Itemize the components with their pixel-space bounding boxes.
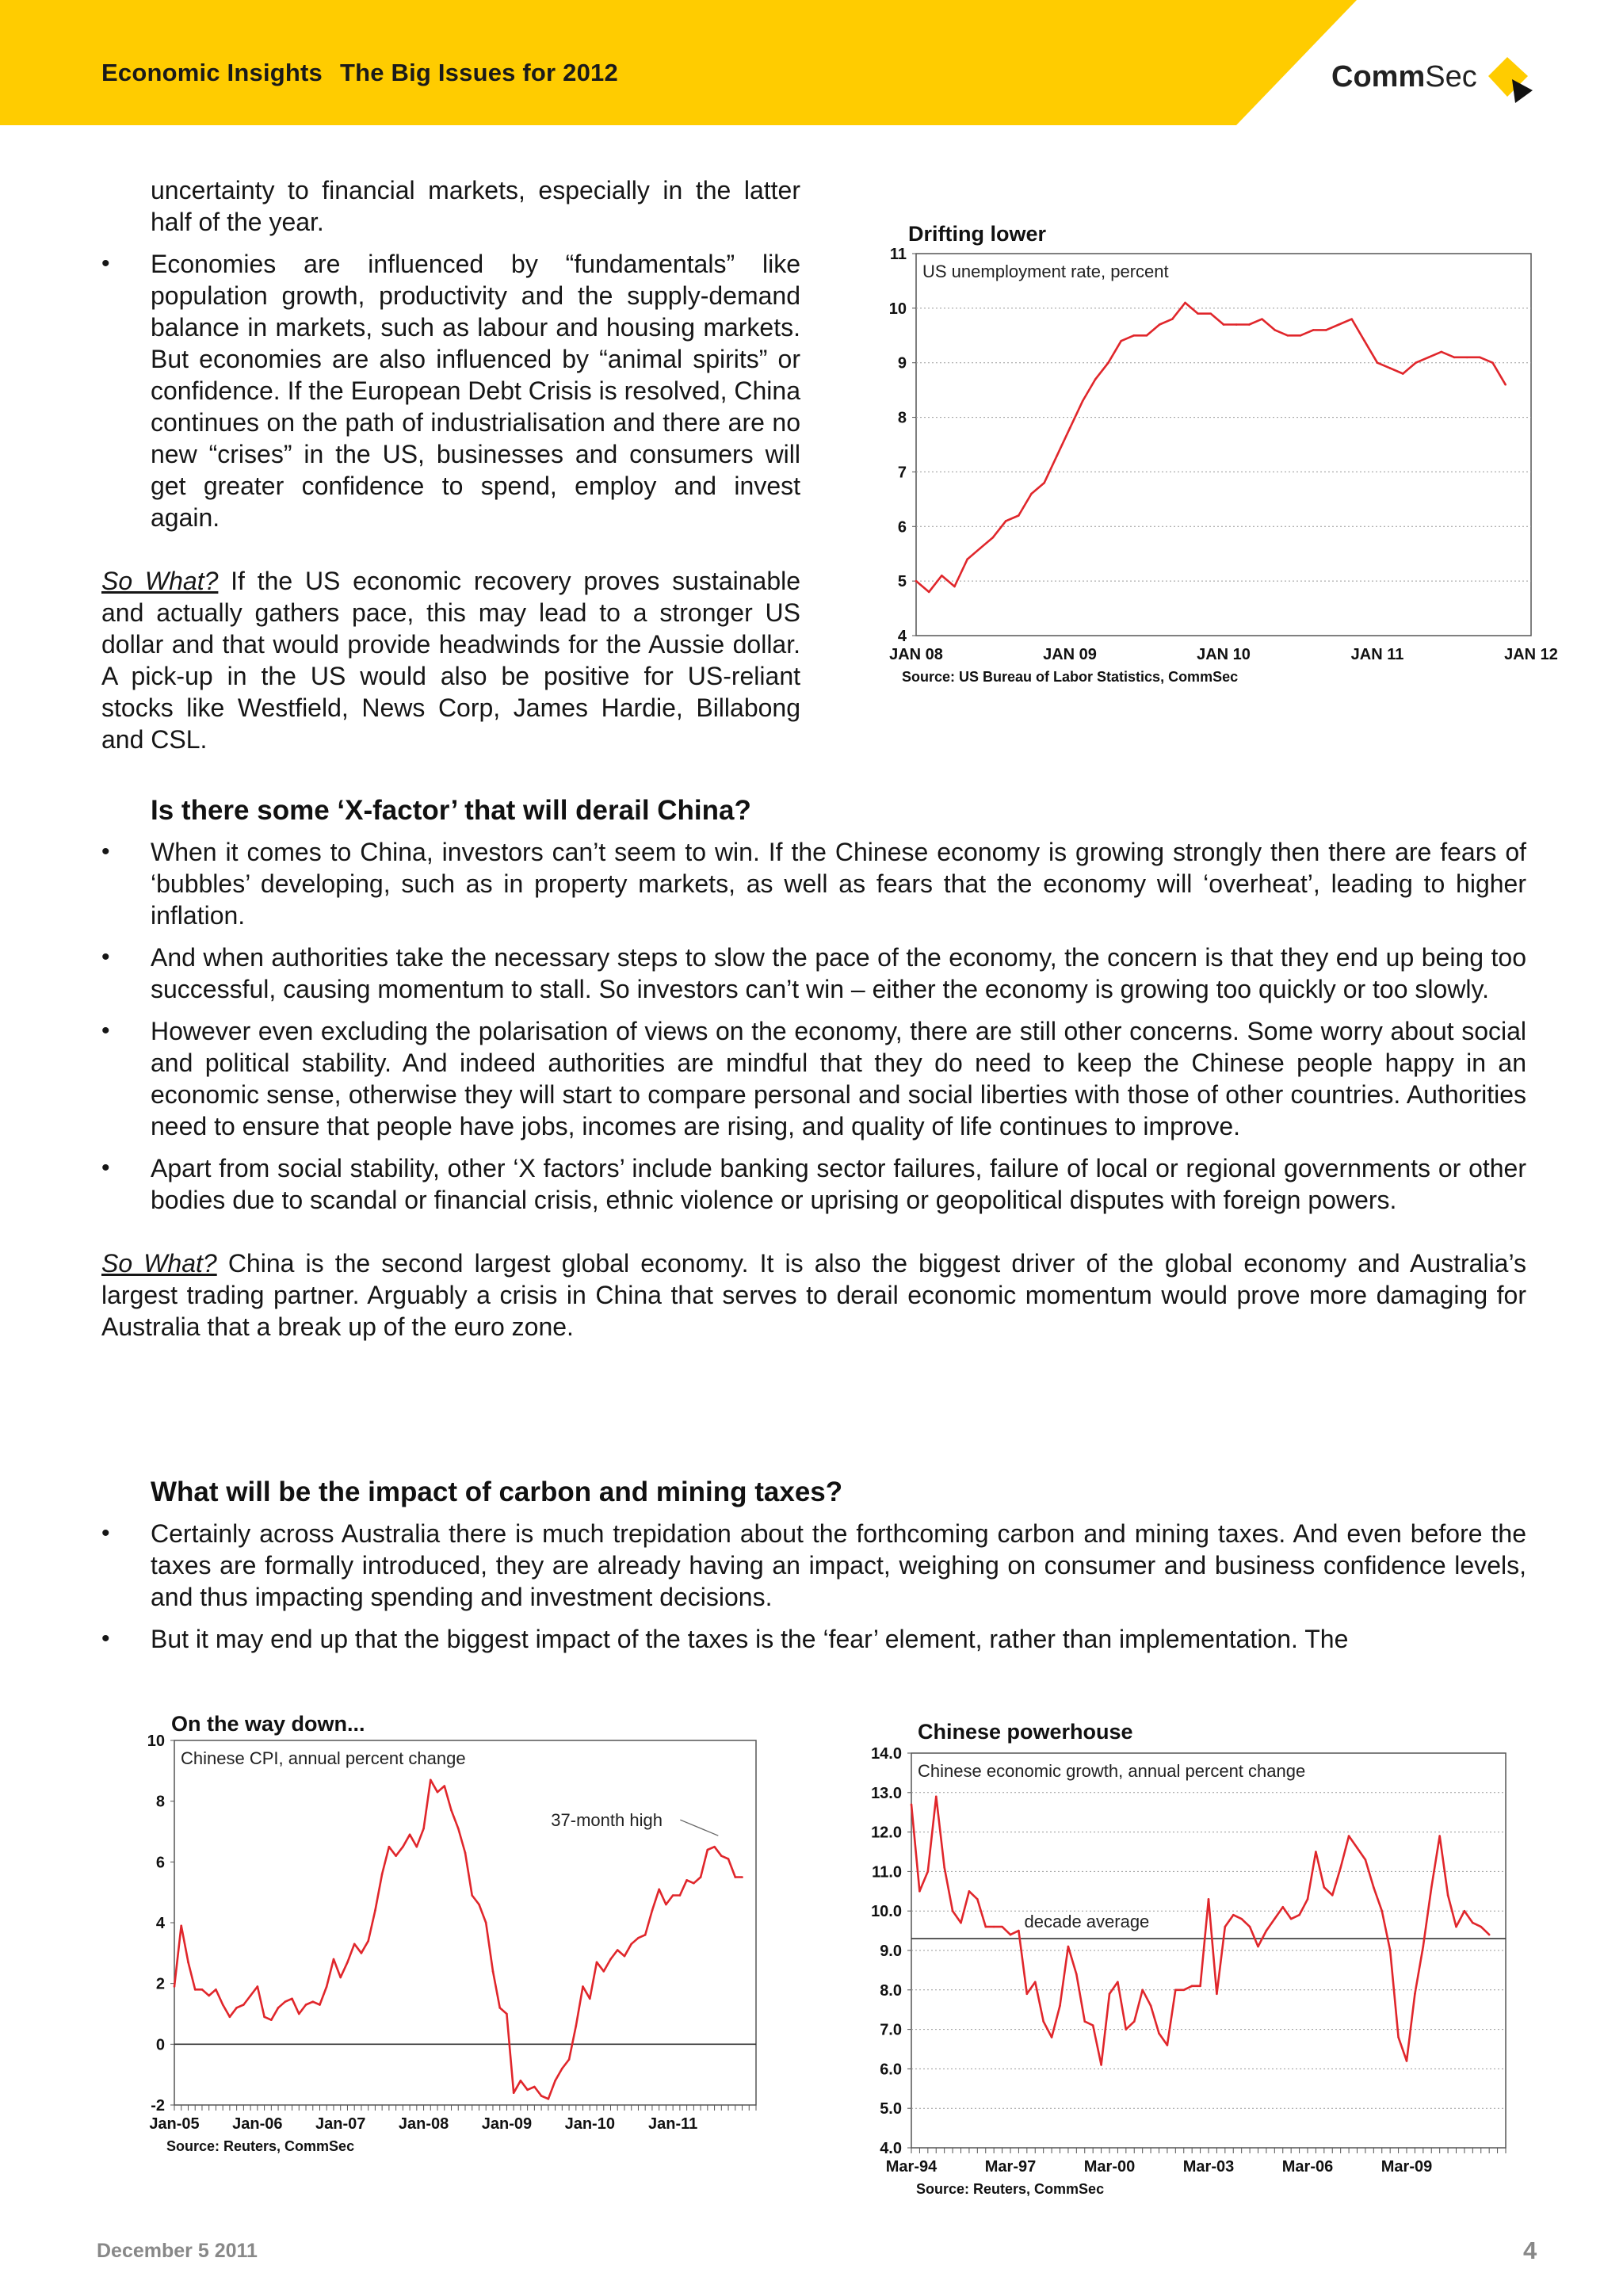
data-point <box>1325 329 1327 331</box>
data-point <box>526 2089 529 2092</box>
data-point <box>1026 1992 1029 1995</box>
data-point <box>1307 1898 1309 1901</box>
data-point <box>915 580 918 583</box>
data-point <box>707 1849 709 1851</box>
data-point <box>270 2019 273 2021</box>
x-tick-label: JAN 11 <box>1350 646 1404 663</box>
data-point <box>1389 1950 1392 1952</box>
us-unemployment-chart <box>869 216 1558 699</box>
data-point <box>980 548 982 550</box>
diamond-logo-icon <box>1485 55 1534 105</box>
data-point <box>353 1943 356 1946</box>
section-heading: What will be the impact of carbon and mining taxes? <box>151 1477 843 1507</box>
data-point <box>416 1846 418 1848</box>
y-tick-label: 5 <box>897 573 907 591</box>
data-point <box>1191 1985 1193 1988</box>
data-point <box>1348 1835 1350 1837</box>
data-point <box>1082 400 1084 403</box>
data-point <box>968 1890 971 1893</box>
data-point <box>1402 372 1404 375</box>
china-bullet-list <box>101 836 1526 1216</box>
data-point <box>548 2098 550 2100</box>
data-point <box>1005 520 1007 522</box>
data-point <box>381 1873 384 1875</box>
x-tick-label: Mar-94 <box>885 2158 938 2176</box>
taxes-bullet-list <box>101 1518 1526 1655</box>
data-point <box>554 2080 556 2082</box>
data-point <box>513 2092 515 2094</box>
chart-title: Drifting lower <box>908 222 1046 246</box>
china-section <box>101 795 1526 1343</box>
x-tick-label: Jan-09 <box>481 2115 533 2133</box>
data-point <box>1056 454 1059 457</box>
data-point <box>1261 318 1263 320</box>
data-point <box>1182 1989 1185 1992</box>
data-point <box>229 2016 231 2019</box>
data-point <box>960 1922 962 1924</box>
y-tick-label: 13.0 <box>871 1784 902 1802</box>
y-tick-label: 11 <box>889 246 907 263</box>
data-point <box>693 1882 695 1885</box>
data-point <box>1397 2036 1400 2038</box>
x-tick-label: Jan-07 <box>315 2115 366 2133</box>
y-tick-label: -2 <box>151 2097 165 2115</box>
data-point <box>602 1970 605 1973</box>
data-point <box>943 1866 945 1869</box>
data-point <box>1067 1946 1070 1948</box>
data-point <box>952 1910 954 1912</box>
data-point <box>1464 1910 1466 1912</box>
list-item: • But it may end up that the biggest impact of the taxes is the ‘fear’ element, rather than implementation. The <box>101 1623 1526 1655</box>
data-point <box>201 1988 204 1991</box>
section-heading: Is there some ‘X-factor’ that will derail China? <box>151 795 751 826</box>
data-point <box>928 591 930 594</box>
data-point <box>257 1985 259 1988</box>
y-tick-label: 7.0 <box>880 2021 902 2039</box>
data-point <box>1125 2028 1128 2030</box>
data-point <box>277 2007 280 2009</box>
data-point <box>1043 482 1045 484</box>
chart-source: Source: Reuters, CommSec <box>166 2138 355 2154</box>
y-tick-label: 9.0 <box>880 1943 902 1960</box>
y-tick-label: 8 <box>897 409 907 427</box>
data-point <box>1150 2004 1152 2007</box>
data-point <box>1480 1926 1482 1928</box>
chart-subtitle: US unemployment rate, percent <box>922 262 1169 281</box>
data-point <box>1364 340 1366 342</box>
so-what-text: If the US economic recovery proves sustainable and actually gathers pace, this may lead to a stronger US dollar and that would provide headwinds for the Aussie dollar. A pick-up in the US would also be positive for US-reliant stocks like Westfield, News Corp, James Hardie, Billabong and CSL. <box>101 567 801 754</box>
data-point <box>1167 2044 1169 2046</box>
data-point <box>1441 351 1443 353</box>
data-point <box>1117 1981 1119 1984</box>
data-point <box>464 1852 467 1855</box>
y-tick-label: 2 <box>155 1975 165 1993</box>
list-item: • However even excluding the polarisation of views on the economy, there are still other concerns. Some worry about social and political stability. And indeed authorities are mindful that they do need to keep the Chinese people happy in an economic sense, otherwise they will start to compare personal and social liberties with those of other countries. Authorities need to ensure that people have jobs, incomes are rising, and quality of life continues to improve. <box>101 1015 1526 1142</box>
data-point <box>713 1846 716 1848</box>
chart-title: On the way down... <box>171 1712 365 1736</box>
data-point <box>1287 334 1289 337</box>
x-tick-label: Jan-06 <box>232 2115 283 2133</box>
data-point <box>1174 1989 1177 1992</box>
x-tick-label: Mar-06 <box>1281 2158 1334 2176</box>
data-point <box>1447 1894 1449 1897</box>
y-tick-label: 6 <box>897 518 907 537</box>
chart-subtitle: Chinese economic growth, annual percent change <box>918 1761 1306 1781</box>
data-point <box>1240 1918 1243 1920</box>
data-point <box>1109 1992 1111 1995</box>
data-point <box>1257 1946 1259 1948</box>
intro-bullet-list <box>101 248 800 533</box>
data-point <box>1365 1859 1367 1861</box>
data-point <box>582 1985 584 1988</box>
data-point <box>927 1870 930 1873</box>
data-point <box>492 1970 495 1973</box>
data-point <box>1338 323 1340 326</box>
x-tick-label: Jan-05 <box>149 2115 200 2133</box>
data-point <box>540 2095 543 2097</box>
data-point <box>1350 318 1353 320</box>
data-point <box>471 1894 473 1897</box>
data-point <box>1491 361 1494 364</box>
data-point <box>720 1855 723 1857</box>
x-tick-label: JAN 12 <box>1504 646 1558 663</box>
data-point <box>1197 312 1199 315</box>
data-point <box>374 1909 376 1912</box>
y-tick-label: 8.0 <box>880 1981 902 2000</box>
list-item: • And when authorities take the necessary steps to slow the pace of the economy, the concern is that they end up being too successful, causing momentum to stall. So investors can’t win – either the economy is growing too quickly or too slowly. <box>101 942 1526 1005</box>
data-point <box>734 1876 736 1878</box>
data-point <box>1223 323 1225 326</box>
data-point <box>430 1779 432 1782</box>
page-number: 4 <box>1523 2237 1537 2264</box>
x-tick-label: Jan-08 <box>398 2115 449 2133</box>
data-point <box>1488 1934 1491 1936</box>
data-point <box>1377 361 1379 364</box>
data-point <box>222 2004 224 2006</box>
data-point <box>1298 1914 1300 1916</box>
x-tick-label: Jan-11 <box>648 2115 698 2133</box>
intro-column <box>101 174 800 755</box>
data-point <box>685 1879 688 1881</box>
data-point <box>1300 334 1302 337</box>
so-what-lead: So What? <box>101 567 219 595</box>
taxes-section <box>101 1477 1526 1665</box>
data-point <box>1030 493 1033 495</box>
data-point <box>1281 1906 1284 1908</box>
data-point <box>1208 1898 1210 1901</box>
y-tick-label: 0 <box>155 2036 165 2054</box>
plot-frame <box>916 254 1531 636</box>
data-point <box>333 1958 335 1961</box>
so-what-text: China is the second largest global economy. It is also the biggest driver of the global economy and Australia’s largest trading partner. Arguably a crisis in China that serves to derail economic momentum would prove more damaging for Australia that a break up of the euro zone. <box>101 1249 1527 1341</box>
x-tick-label: JAN 08 <box>889 646 943 663</box>
data-point <box>395 1855 397 1857</box>
x-tick-label: JAN 09 <box>1043 646 1097 663</box>
data-point <box>727 1858 730 1860</box>
data-point <box>1141 1989 1144 1992</box>
data-point <box>953 586 956 588</box>
data-point <box>1059 2004 1061 2007</box>
data-point <box>180 1925 182 1927</box>
chart-title: Chinese powerhouse <box>918 1720 1133 1744</box>
data-point <box>1075 1973 1078 1976</box>
y-tick-label: 12.0 <box>871 1824 902 1842</box>
data-point <box>250 1995 252 1997</box>
data-point <box>1315 1851 1317 1853</box>
data-point <box>1159 323 1161 326</box>
data-point <box>187 1962 189 1964</box>
data-point <box>1146 334 1148 337</box>
data-point <box>319 2004 321 2006</box>
data-point <box>1158 2032 1160 2034</box>
data-point <box>1312 329 1315 331</box>
data-point <box>1235 323 1238 326</box>
data-point <box>409 1834 411 1836</box>
data-point <box>1430 1886 1433 1889</box>
data-point <box>174 1985 176 1988</box>
data-point <box>993 1926 995 1928</box>
data-point <box>1034 1981 1037 1984</box>
data-point <box>298 2013 300 2015</box>
data-point <box>1427 357 1430 359</box>
data-point <box>992 537 995 539</box>
data-point <box>1224 1926 1227 1928</box>
data-point <box>665 1904 667 1906</box>
data-point <box>520 2080 522 2082</box>
x-tick-label: Jan-10 <box>564 2115 615 2133</box>
continuation-paragraph: uncertainty to financial markets, especially in the latter half of the year. <box>151 176 800 236</box>
data-point <box>1018 1930 1020 1932</box>
so-what-paragraph <box>101 1247 1526 1343</box>
data-point <box>388 1846 391 1848</box>
y-tick-label: 6 <box>155 1854 165 1872</box>
list-item: • When it comes to China, investors can’t seem to win. If the Chinese economy is growing strongly then there are fears of ‘bubbles’ developing, such as in property markets, as well as fears that the economy will ‘overheat’, leading to higher inflation. <box>101 836 1526 931</box>
data-point <box>1423 1946 1425 1948</box>
data-point <box>1479 357 1481 359</box>
data-point <box>1323 1886 1326 1889</box>
data-point <box>498 2007 501 2009</box>
data-point <box>1001 1926 1003 1928</box>
data-point <box>437 1791 439 1794</box>
data-point <box>1389 367 1392 369</box>
data-point <box>1083 2020 1086 2023</box>
list-item: • Economies are influenced by “fundamentals” like population growth, productivity and the supply-demand balance in markets, such as labour and housing markets. But economies are also influenced by “animal spirits” or confidence. If the European Debt Crisis is resolved, China continues on the path of industrialisation and there are no new “crises” in the US, businesses and consumers will get greater confidence to spend, employ and invest again. <box>101 248 800 533</box>
data-point <box>1069 427 1071 430</box>
data-point <box>1042 2020 1044 2023</box>
data-point <box>291 1998 293 2000</box>
data-point <box>422 1828 425 1830</box>
data-point <box>1092 2024 1094 2027</box>
data-point <box>1438 1835 1441 1837</box>
issue-title: The Big Issues for 2012 <box>340 59 618 86</box>
header-title <box>101 59 618 87</box>
data-point <box>679 1894 682 1897</box>
data-point <box>1051 2036 1053 2038</box>
data-point <box>1018 514 1020 517</box>
data-point <box>1184 302 1186 304</box>
y-tick-label: 4.0 <box>880 2140 902 2157</box>
china-gdp-chart <box>864 1713 1526 2205</box>
x-tick-label: Mar-97 <box>984 2158 1037 2176</box>
x-tick-label: Mar-00 <box>1083 2158 1136 2176</box>
annotation-label: 37-month high <box>551 1810 663 1831</box>
data-point <box>1290 1918 1293 1920</box>
data-point <box>1414 1992 1416 1995</box>
data-point <box>1216 1992 1218 1995</box>
y-tick-label: 10 <box>147 1733 165 1750</box>
y-tick-label: 6.0 <box>880 2061 902 2079</box>
data-point <box>208 1995 210 1997</box>
data-point <box>651 1909 654 1912</box>
publication-name: Economic Insights <box>101 59 323 86</box>
data-point <box>1453 357 1456 359</box>
x-tick-label: JAN 10 <box>1197 646 1251 663</box>
data-point <box>1210 312 1212 315</box>
data-point <box>1504 384 1507 386</box>
data-point <box>1120 340 1122 342</box>
data-point <box>326 1985 328 1988</box>
data-point <box>1232 1914 1235 1916</box>
data-point <box>596 1962 598 1964</box>
data-point <box>1274 329 1276 331</box>
data-point <box>561 2068 563 2070</box>
data-point <box>1100 2064 1102 2066</box>
data-point <box>194 1988 197 1991</box>
data-point <box>984 1926 987 1928</box>
data-point <box>637 1937 640 1939</box>
data-point <box>450 1809 453 1812</box>
data-point <box>1381 1910 1383 1912</box>
data-point <box>1331 1894 1334 1897</box>
data-point <box>911 1803 913 1805</box>
data-point <box>478 1904 480 1906</box>
data-point <box>485 1922 487 1924</box>
y-tick-label: 4 <box>897 628 907 645</box>
data-point <box>658 1889 660 1891</box>
data-point <box>976 1898 979 1901</box>
data-point <box>506 2013 508 2015</box>
data-point <box>402 1846 404 1848</box>
data-point <box>568 2058 571 2061</box>
data-point <box>1010 1934 1012 1936</box>
data-point <box>311 2000 314 2003</box>
brand-bold: Comm <box>1331 60 1426 94</box>
data-point <box>457 1828 460 1830</box>
data-point <box>235 2007 238 2009</box>
data-point <box>1133 334 1136 337</box>
y-tick-label: 4 <box>155 1915 165 1932</box>
data-point <box>1171 318 1174 320</box>
data-point <box>1373 1886 1375 1889</box>
data-point <box>1133 2020 1136 2023</box>
data-point <box>1472 1922 1474 1924</box>
y-tick-label: 10 <box>888 300 907 318</box>
list-item: • Certainly across Australia there is much trepidation about the forthcoming carbon and mining taxes. And even before the taxes are formally introduced, they are already having an impact, weighing on consumer and business confidence levels, and thus impacting spending and investment decisions. <box>101 1518 1526 1613</box>
data-point <box>1339 1866 1342 1869</box>
data-point <box>1094 378 1097 380</box>
data-point <box>443 1785 445 1787</box>
data-point <box>1356 1847 1358 1849</box>
y-tick-label: 11.0 <box>872 1863 902 1881</box>
data-point <box>918 1890 921 1893</box>
data-point <box>285 2000 287 2003</box>
data-point <box>1406 2060 1408 2062</box>
commsec-logo <box>1331 55 1537 106</box>
data-point <box>339 1977 342 1979</box>
y-tick-label: 7 <box>897 464 907 482</box>
data-point <box>1248 323 1251 326</box>
data-point <box>367 1940 369 1943</box>
data-point <box>1274 1918 1276 1920</box>
data-point <box>700 1876 702 1878</box>
data-point <box>1107 361 1109 364</box>
data-point <box>644 1934 647 1936</box>
data-point <box>935 1795 938 1797</box>
data-point <box>1249 1926 1251 1928</box>
y-tick-label: 8 <box>155 1793 165 1811</box>
data-point <box>575 2025 578 2027</box>
data-point <box>1199 1985 1201 1988</box>
data-point <box>672 1894 674 1897</box>
data-point <box>1466 357 1468 359</box>
data-point <box>609 1958 612 1961</box>
data-point <box>346 1962 349 1964</box>
chart-subtitle: Chinese CPI, annual percent change <box>181 1748 466 1768</box>
data-point <box>941 575 943 577</box>
data-point <box>1266 1930 1268 1932</box>
data-point <box>966 558 968 560</box>
so-what-lead: So What? <box>101 1249 217 1278</box>
data-point <box>533 2086 536 2088</box>
y-tick-label: 10.0 <box>871 1903 902 1921</box>
data-point <box>589 1998 591 2000</box>
data-point <box>263 2016 265 2019</box>
data-point <box>215 1988 217 1991</box>
data-point <box>624 1955 626 1958</box>
plot-frame <box>174 1740 756 2105</box>
list-item: • Apart from social stability, other ‘X factors’ include banking sector failures, failure of local or regional governments or other bodies due to scandal or financial crisis, ethnic violence or uprising or geopolitical disputes with foreign powers. <box>101 1152 1526 1216</box>
chart-source: Source: Reuters, CommSec <box>916 2181 1105 2197</box>
data-point <box>1415 361 1417 364</box>
data-point <box>741 1876 743 1878</box>
y-tick-label: 5.0 <box>880 2100 902 2118</box>
china-cpi-chart <box>127 1709 777 2200</box>
so-what-paragraph <box>101 565 800 755</box>
reference-line-label: decade average <box>1024 1912 1150 1932</box>
data-point <box>617 1949 619 1951</box>
brand-light: Sec <box>1425 60 1477 94</box>
data-point <box>630 1943 632 1946</box>
data-point <box>1455 1926 1457 1928</box>
footer-date: December 5 2011 <box>97 2240 258 2262</box>
data-point <box>305 2004 307 2006</box>
data-point <box>242 2004 245 2006</box>
x-tick-label: Mar-03 <box>1182 2158 1235 2176</box>
chart-source: Source: US Bureau of Labor Statistics, CommSec <box>902 669 1239 685</box>
y-tick-label: 14.0 <box>871 1745 902 1763</box>
data-point <box>361 1952 363 1954</box>
y-tick-label: 9 <box>897 354 907 372</box>
x-tick-label: Mar-09 <box>1381 2158 1433 2176</box>
